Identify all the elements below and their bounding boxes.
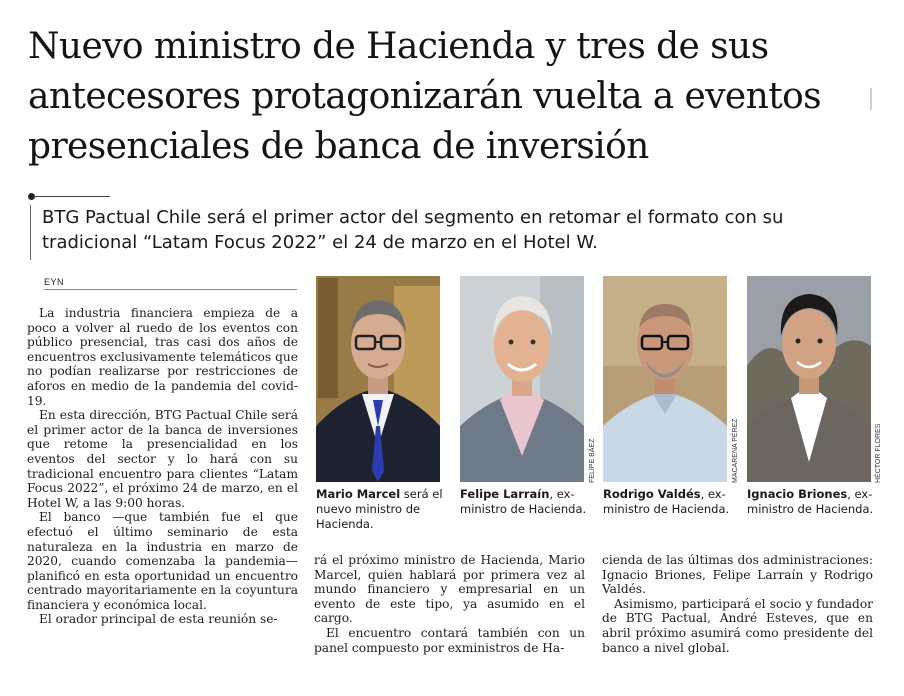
paragraph: El encuentro contará también con un panel compuesto por exministros de Ha- bbox=[314, 625, 585, 655]
headline-rule-line bbox=[33, 196, 110, 197]
caption-text: , ex-ministro de Hacienda. bbox=[747, 487, 874, 516]
caption-text: , ex-ministro de Hacienda. bbox=[603, 487, 730, 516]
photo-caption bbox=[316, 487, 446, 532]
photo-ignacio-briones bbox=[747, 276, 871, 482]
photo-credit: HÉCTOR FLORES bbox=[875, 423, 882, 483]
photo-credit: FELIPE BÁEZ bbox=[589, 438, 596, 483]
photo-caption bbox=[460, 487, 590, 517]
body-column-3 bbox=[602, 553, 873, 655]
page-edge-mark bbox=[870, 88, 872, 110]
photo-caption bbox=[747, 487, 877, 517]
photo-rodrigo-valdes bbox=[603, 276, 727, 482]
paragraph: rá el próximo ministro de Hacienda, Mario Marcel, quien hablará por primera vez al mundo financiero y empresarial en un evento de este tipo, ya asumido en el cargo. bbox=[314, 553, 585, 626]
photo-mario-marcel bbox=[316, 276, 440, 482]
caption-text: , ex-ministro de Hacienda. bbox=[460, 487, 587, 516]
headline: Nuevo ministro de Hacienda y tres de sus antecesores protagonizarán vuelta a eventos presenciales de banca de inversión bbox=[28, 26, 822, 167]
paragraph: La industria financiera empieza de a poco a volver al ruedo de los eventos con público presencial, tras casi dos años de encuentros exclusivamente telemáticos que no podían realizarse por restricciones de aforos en medio de la pandemia del covid-19. bbox=[27, 306, 298, 408]
section-rule bbox=[44, 289, 297, 290]
paragraph: El orador principal de esta reunión se- bbox=[39, 612, 278, 627]
subheadline-bar bbox=[30, 205, 31, 260]
caption-name: Felipe Larraín bbox=[460, 487, 550, 501]
paragraph: cienda de las últimas dos administraciones: Ignacio Briones, Felipe Larraín y Rodrigo Valdés. bbox=[602, 553, 873, 597]
caption-text: será el nuevo ministro de Hacienda. bbox=[316, 487, 443, 531]
caption-name: Rodrigo Valdés bbox=[603, 487, 701, 501]
section-label: EYN bbox=[44, 277, 65, 287]
body-column-2 bbox=[314, 553, 585, 655]
photo-caption bbox=[603, 487, 733, 517]
paragraph: El banco —que también fue el que efectuó el último seminario de esta naturaleza en la industria en marzo de 2020, cuando comenzaba la pandemia— planificó en esta oportunidad un encuentro centrado mayoritariamente en la coyuntura financiera y económica local. bbox=[27, 510, 298, 612]
subheadline: BTG Pactual Chile será el primer actor del segmento en retomar el formato con su tradicional “Latam Focus 2022” el 24 de marzo en el Hotel W. bbox=[42, 207, 784, 253]
photo-felipe-larrain bbox=[460, 276, 584, 482]
photo-credit: MACARENA PÉREZ bbox=[732, 418, 739, 483]
caption-name: Mario Marcel bbox=[316, 487, 401, 501]
caption-name: Ignacio Briones bbox=[747, 487, 848, 501]
paragraph: En esta dirección, BTG Pactual Chile será el primer actor de la banca de inversiones que retome la presencialidad en los eventos del sector y lo hará con su tradicional encuentro para clientes “Latam Focus 2022”, el próximo 24 de marzo, en el Hotel W, a las 9:00 horas. bbox=[27, 408, 298, 510]
body-column-1 bbox=[27, 306, 298, 627]
paragraph: Asimismo, participará el socio y fundador de BTG Pactual, André Esteves, que en abril próximo asumirá como presidente del banco a nivel global. bbox=[602, 596, 873, 655]
